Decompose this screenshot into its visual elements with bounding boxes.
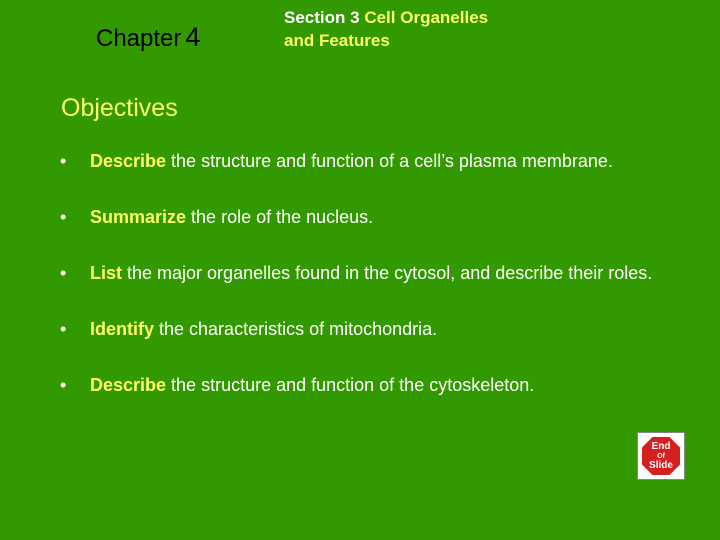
objective-verb: Describe	[90, 375, 167, 395]
chapter-label	[96, 22, 200, 53]
stop-sign-icon	[638, 433, 684, 479]
bullet-icon: •	[60, 207, 67, 227]
end-slide-line2: Of	[657, 453, 665, 460]
objectives-list	[58, 150, 678, 396]
bullet-icon: •	[60, 319, 67, 339]
list-item	[58, 318, 678, 340]
end-of-slide-button[interactable]	[637, 432, 685, 480]
section-title-line2: and Features	[284, 31, 390, 50]
objective-verb: Identify	[90, 319, 155, 339]
end-slide-line3: Slide	[649, 460, 673, 471]
section-title	[284, 6, 488, 52]
objective-verb: List	[90, 263, 123, 283]
objective-text: the role of the nucleus.	[186, 207, 374, 227]
objective-verb: Describe	[90, 151, 167, 171]
end-slide-line1: End	[651, 441, 671, 452]
section-prefix: Section 3	[284, 8, 360, 27]
objective-text: the characteristics of mitochondria.	[154, 319, 438, 339]
chapter-number: 4	[185, 22, 201, 52]
objective-verb: Summarize	[90, 207, 187, 227]
chapter-text: Chapter	[96, 25, 182, 52]
objectives-heading: Objectives	[61, 94, 178, 122]
list-item	[58, 262, 678, 284]
section-title-line1: Cell Organelles	[364, 8, 489, 27]
bullet-icon: •	[60, 263, 67, 283]
objective-text: the major organelles found in the cytosol, and describe their roles.	[122, 263, 653, 283]
list-item	[58, 374, 678, 396]
list-item	[58, 150, 678, 172]
objective-text: the structure and function of the cytoskeleton.	[166, 375, 535, 395]
objective-text: the structure and function of a cell’s plasma membrane.	[166, 151, 613, 171]
bullet-icon: •	[60, 151, 67, 171]
list-item	[58, 206, 678, 228]
bullet-icon: •	[60, 375, 67, 395]
